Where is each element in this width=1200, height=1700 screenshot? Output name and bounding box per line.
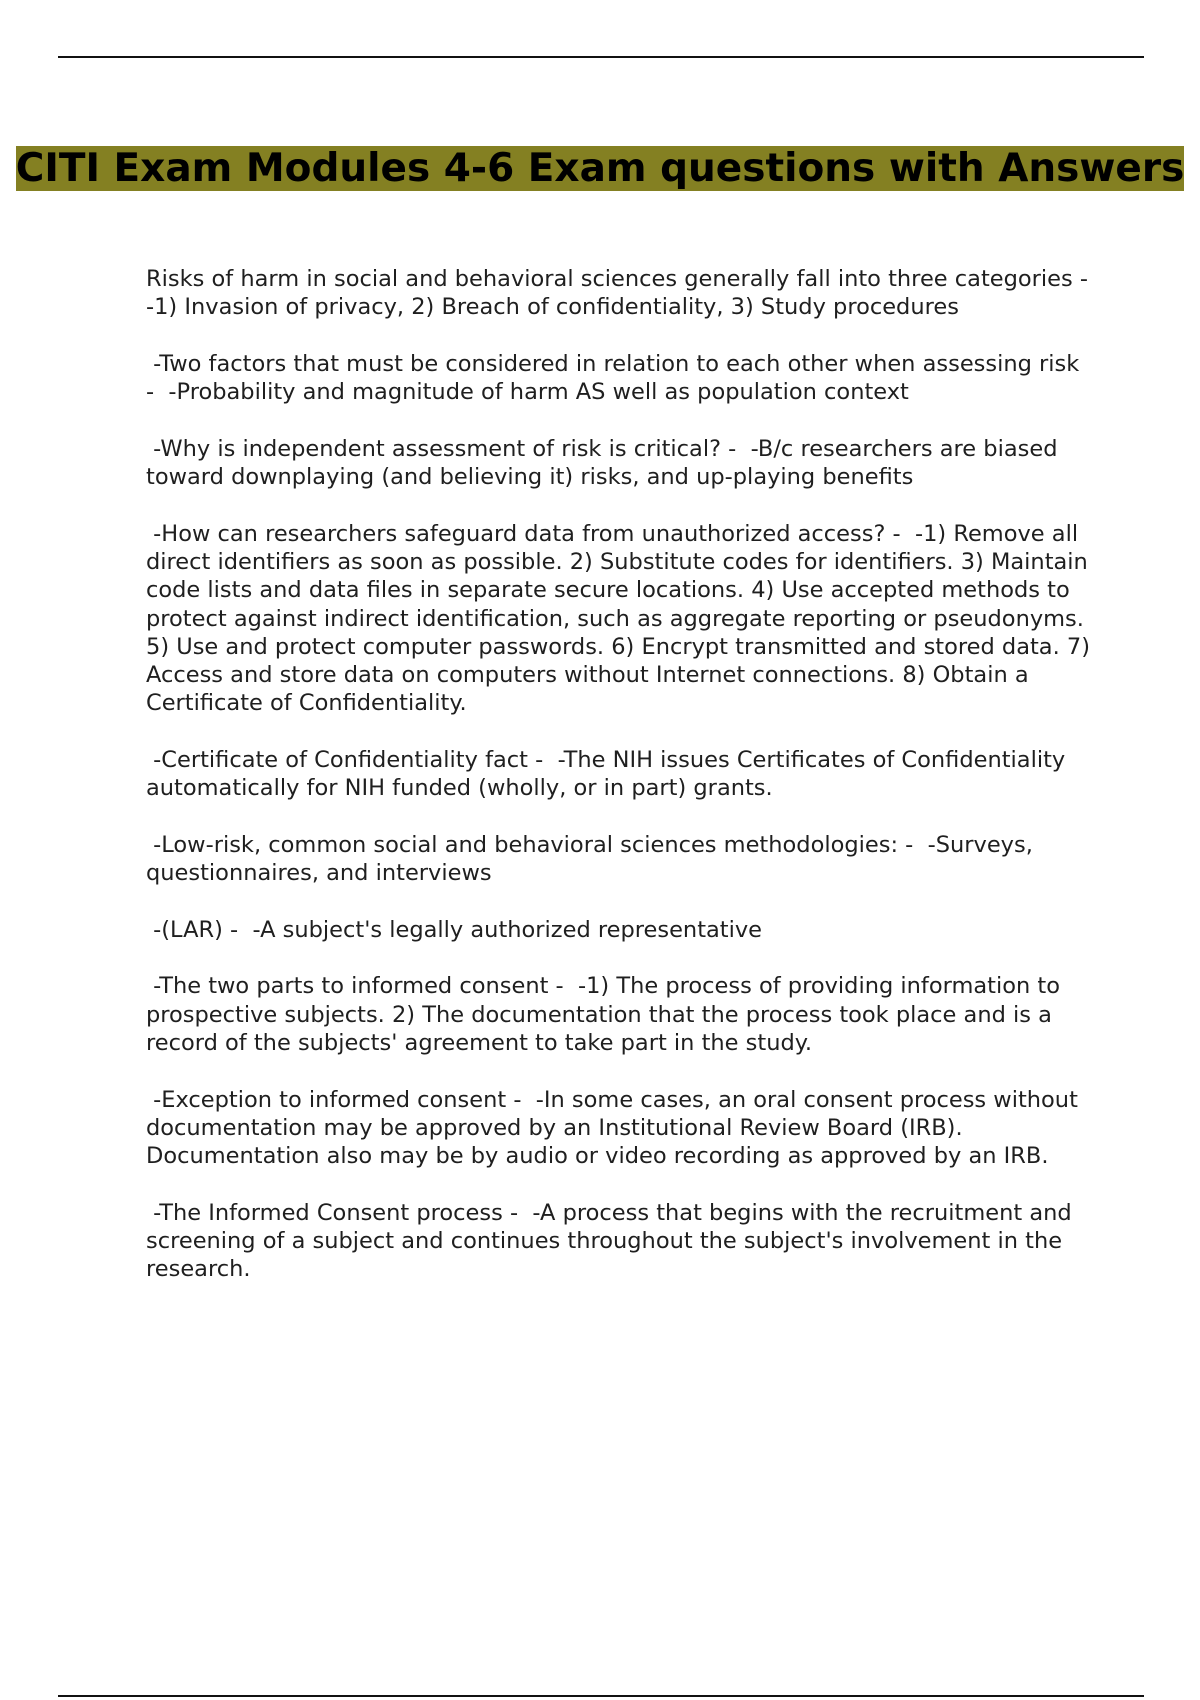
qa-item: -The two parts to informed consent - -1) The process of providing information to prospective subjects. 2) The documentation that the process took place and is a record of the subjects' agreement to take part in the study. <box>146 973 1068 1057</box>
header-rule <box>58 56 1144 58</box>
qa-item: -Low-risk, common social and behavioral sciences methodologies: - -Surveys, questionnaires, and interviews <box>146 831 1041 887</box>
title-block <box>0 146 1200 192</box>
qa-item: -(LAR) - -A subject's legally authorized representative <box>146 916 763 943</box>
qa-item: -How can researchers safeguard data from unauthorized access? - -1) Remove all direct identifiers as soon as possible. 2) Substitute codes for identifiers. 3) Maintain code lists and data files in separate secure locations. 4) Use accepted methods to protect against indirect identification, such as aggregate reporting or pseudonyms. 5) Use and protect computer passwords. 6) Encrypt transmitted and stored data. 7) Access and store data on computers without Internet connections. 8) Obtain a Certificate of Confidentiality. <box>146 520 1090 717</box>
qa-item: -Why is independent assessment of risk is critical? - -B/c researchers are biased toward downplaying (and believing it) risks, and up-playing benefits <box>146 435 1065 491</box>
qa-list <box>146 265 1103 1312</box>
qa-item: -Exception to informed consent - -In some cases, an oral consent process without documentation may be approved by an Institutional Review Board (IRB). Documentation also may be by audio or video recording as approved by an IRB. <box>146 1086 1086 1170</box>
qa-item: Risks of harm in social and behavioral sciences generally fall into three categories - -1) Invasion of privacy, 2) Breach of confidentiality, 3) Study procedures <box>146 266 1103 321</box>
qa-item: -The Informed Consent process - -A process that begins with the recruitment and screening of a subject and continues throughout the subject's involvement in the research. <box>146 1199 1079 1283</box>
footer-rule <box>58 1695 1144 1697</box>
qa-item: -Two factors that must be considered in relation to each other when assessing risk - -Probability and magnitude of harm AS well as population context <box>146 350 1087 406</box>
document-title: CITI Exam Modules 4-6 Exam questions with Answers <box>15 146 1185 191</box>
qa-item: -Certificate of Confidentiality fact - -The NIH issues Certificates of Confidentiality automatically for NIH funded (wholly, or in part) grants. <box>146 747 1073 802</box>
